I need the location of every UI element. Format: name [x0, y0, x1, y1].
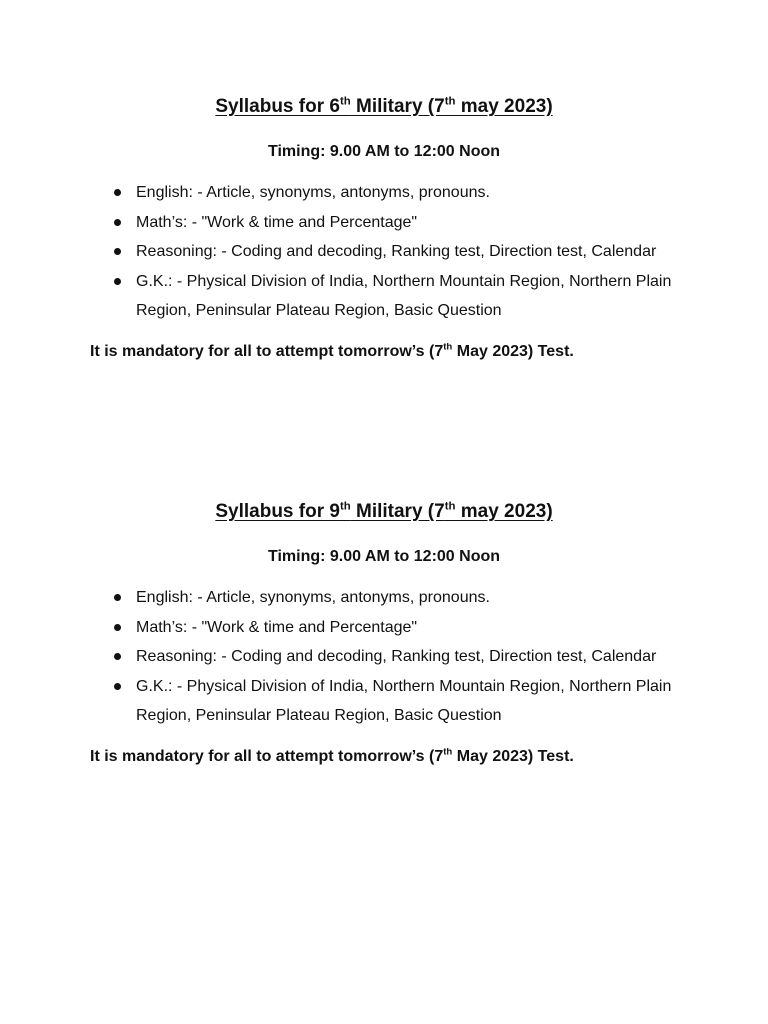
list-item-text: Math’s: - "Work & time and Percentage": [136, 213, 418, 231]
list-item-text: Reasoning: - Coding and decoding, Ranking test, Direction test, Calendar: [136, 648, 657, 665]
list-item: [112, 237, 692, 267]
notice-suffix: May 2023) Test.: [452, 342, 574, 360]
heading-middle: Military (7: [350, 501, 445, 522]
list-item: [112, 672, 692, 731]
list-item: [112, 178, 692, 208]
heading-prefix: Syllabus for 6: [215, 96, 340, 117]
list-item-text: English: - Article, synonyms, antonyms, pronouns.: [136, 184, 490, 201]
timing-line: Timing: 9.00 AM to 12:00 Noon: [267, 143, 501, 160]
subject-list: [112, 583, 692, 731]
syllabus-section-6th-military: [0, 92, 768, 364]
syllabus-section-9th-military: [0, 497, 768, 769]
list-item: [112, 208, 692, 238]
heading-prefix: Syllabus for 9: [215, 501, 340, 522]
mandatory-notice: [90, 745, 768, 769]
bullet-icon: [114, 624, 121, 631]
list-item: [112, 642, 692, 672]
list-item: [112, 583, 692, 613]
notice-superscript: th: [443, 341, 453, 353]
heading-superscript: th: [444, 500, 456, 513]
list-item: [112, 267, 692, 326]
bullet-icon: [114, 683, 121, 690]
bullet-icon: [114, 189, 121, 196]
list-item-text: English: - Article, synonyms, antonyms, pronouns.: [136, 589, 490, 606]
section-heading: [0, 92, 768, 122]
list-item-text: G.K.: - Physical Division of India, Northern Mountain Region, Northern Plain Region, Peninsular Plateau Region, Basic Question: [136, 272, 672, 319]
notice-suffix: May 2023) Test.: [452, 747, 574, 765]
bullet-icon: [114, 219, 121, 226]
heading-superscript: th: [444, 95, 456, 108]
section-heading: [0, 497, 768, 527]
heading-suffix: may 2023): [455, 96, 553, 117]
bullet-icon: [114, 278, 121, 285]
bullet-icon: [114, 594, 121, 601]
bullet-icon: [114, 653, 121, 660]
notice-prefix: It is mandatory for all to attempt tomorrow’s (7: [90, 747, 444, 765]
subject-list: [112, 178, 692, 326]
notice-prefix: It is mandatory for all to attempt tomorrow’s (7: [90, 342, 444, 360]
list-item: [112, 613, 692, 643]
list-item-text: Math’s: - "Work & time and Percentage": [136, 618, 418, 636]
mandatory-notice: [90, 340, 768, 364]
list-item-text: G.K.: - Physical Division of India, Northern Mountain Region, Northern Plain Region, Peninsular Plateau Region, Basic Question: [136, 677, 672, 724]
bullet-icon: [114, 248, 121, 255]
heading-superscript: th: [339, 500, 351, 513]
heading-superscript: th: [339, 95, 351, 108]
notice-superscript: th: [443, 746, 453, 758]
heading-middle: Military (7: [350, 96, 445, 117]
timing-line: Timing: 9.00 AM to 12:00 Noon: [267, 548, 501, 565]
heading-suffix: may 2023): [455, 501, 553, 522]
list-item-text: Reasoning: - Coding and decoding, Ranking test, Direction test, Calendar: [136, 243, 657, 260]
